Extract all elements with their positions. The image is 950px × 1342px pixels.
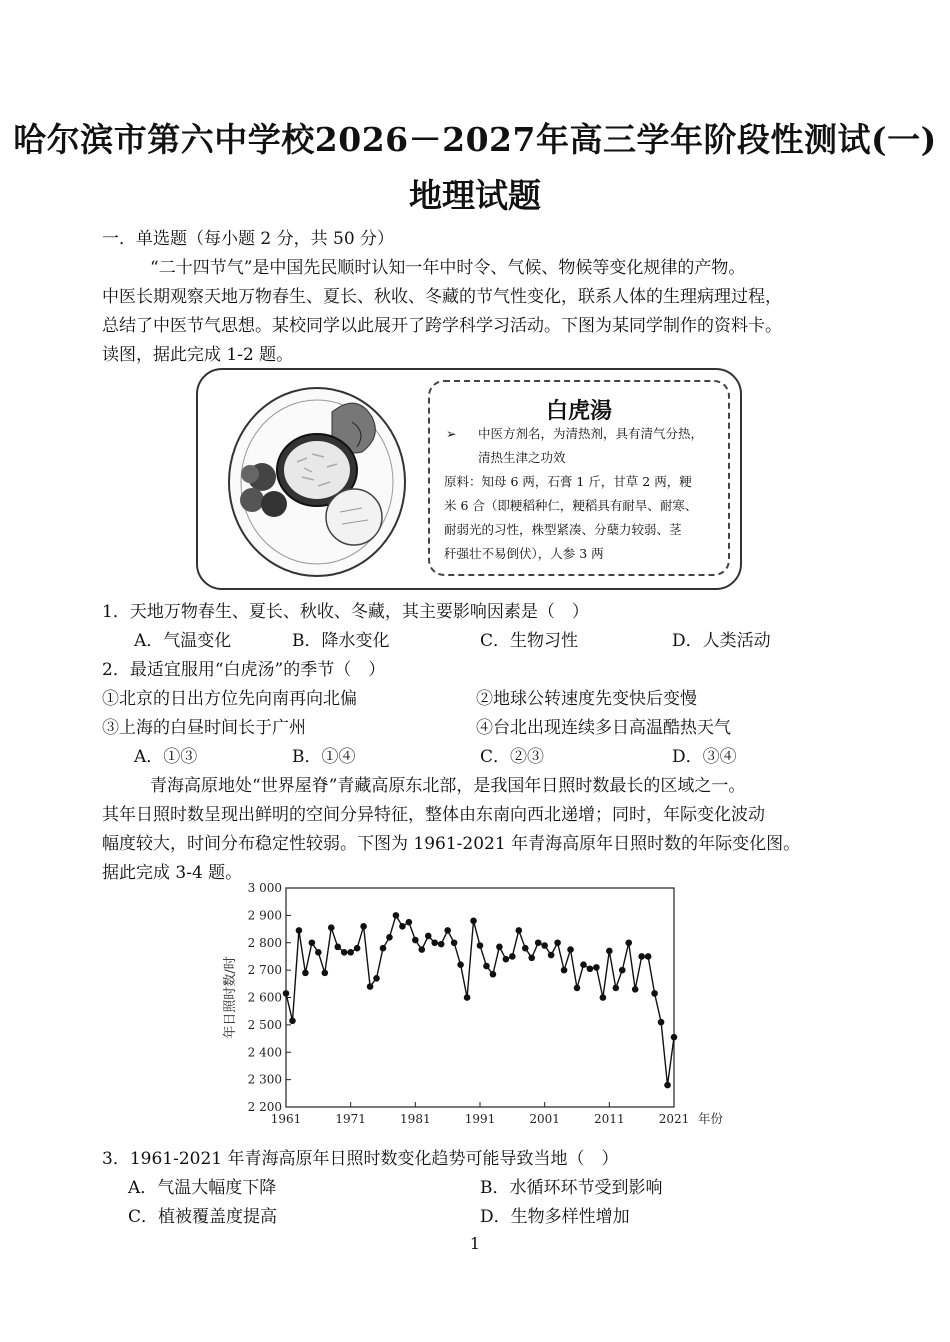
data-point [354,945,361,952]
y-tick-label: 2 800 [247,935,282,950]
q3-option-c[interactable]: C．植被覆盖度提高 [128,1207,278,1227]
data-point [509,953,516,960]
y-tick-label: 2 600 [247,990,282,1005]
section-heading: 一．单选题（每小题 2 分，共 50 分） [102,229,395,249]
data-point [341,949,348,956]
data-point [470,918,477,925]
y-tick-label: 2 700 [247,963,282,978]
data-point [490,971,497,978]
data-point [554,939,561,946]
x-tick-label: 2001 [529,1112,560,1126]
data-point [386,934,393,941]
recipe-line-6: 秆强壮不易倒伏），人参 3 两 [444,546,604,561]
data-point [619,967,626,974]
data-point [606,948,613,955]
data-point [541,942,548,949]
passage2-line-2: 其年日照时数呈现出鲜明的空间分异特征，整体由东南向西北递增；同时，年际变化波动 [102,805,765,825]
data-point [567,946,574,953]
q2-stem: 2．最适宜服用“白虎汤”的季节（ ） [102,660,386,680]
sunshine-hours-chart [210,878,750,1142]
x-tick-label: 2021 [658,1112,690,1126]
passage2-line-3: 幅度较大，时间分布稳定性较弱。下图为 1961-2021 年青海高原年日照时数的年际变化图。 [102,834,801,854]
data-point [315,949,322,956]
data-point [444,927,451,934]
data-point [638,953,645,960]
bullet-icon: ➢ [446,426,457,441]
data-point [367,983,374,990]
data-point [593,964,600,971]
data-point [503,956,510,963]
q2-option-d[interactable]: D．③④ [672,747,737,767]
data-point [528,955,535,962]
q2-item-2: ②地球公转速度先变快后变慢 [476,689,697,709]
y-tick-label: 2 400 [247,1045,282,1060]
data-point [464,994,471,1001]
data-point [496,944,503,951]
data-point [360,923,367,930]
passage1-line-1: “二十四节气”是中国先民顺时认知一年中时令、气候、物候等变化规律的产物。 [150,258,746,278]
x-axis-label: 年份 [698,1111,724,1126]
q3-stem: 3．1961-2021 年青海高原年日照时数变化趋势可能导致当地（ ） [102,1149,619,1169]
q3-option-d[interactable]: D．生物多样性增加 [480,1207,630,1227]
data-point [296,927,303,934]
recipe-line-3: 原料：知母 6 两，石膏 1 斤，甘草 2 两，粳 [444,474,692,489]
data-point [664,1082,671,1089]
passage2-line-4: 据此完成 3-4 题。 [102,863,243,883]
q3-option-a[interactable]: A．气温大幅度下降 [128,1178,277,1198]
data-point [574,985,581,992]
data-point [328,924,335,931]
q2-item-1: ①北京的日出方位先向南再向北偏 [102,689,357,709]
data-point [322,970,329,977]
q2-item-4: ④台北出现连续多日高温酷热天气 [476,718,731,738]
data-point [419,946,426,953]
data-point [483,963,490,970]
data-point [580,961,587,968]
recipe-line-2: 清热生津之功效 [478,450,566,465]
data-point [380,945,387,952]
q1-stem: 1．天地万物春生、夏长、秋收、冬藏，其主要影响因素是（ ） [102,602,589,622]
q1-option-b[interactable]: B．降水变化 [292,631,390,651]
data-point [399,923,406,930]
data-point [632,986,639,993]
series-line [286,915,674,1085]
y-axis-label: 年日照时数/时 [223,956,238,1039]
data-point [535,939,542,946]
data-point [406,919,413,926]
recipe-line-4: 米 6 合（即粳稻种仁，粳稻具有耐旱、耐寒、 [444,498,698,513]
y-tick-label: 2 200 [247,1100,282,1114]
data-point [651,990,658,997]
recipe-line-1: 中医方剂名，为清热剂，具有清气分热， [478,426,704,441]
data-point [625,939,632,946]
q1-option-a[interactable]: A．气温变化 [134,631,232,651]
data-point [457,961,464,968]
q2-option-b[interactable]: B．①④ [292,747,356,767]
q2-option-a[interactable]: A．①③ [134,747,198,767]
data-point [522,945,529,952]
data-point [516,927,523,934]
data-point [425,933,432,940]
y-tick-label: 2 300 [247,1072,282,1087]
data-point [561,967,568,974]
x-tick-label: 1971 [335,1112,366,1126]
q1-option-d[interactable]: D．人类活动 [672,631,771,651]
data-point [600,994,607,1001]
q1-option-c[interactable]: C．生物习性 [480,631,579,651]
data-point [373,975,380,982]
data-point [451,939,458,946]
q3-option-b[interactable]: B．水循环环节受到影响 [480,1178,663,1198]
y-tick-label: 2 900 [247,908,282,923]
q2-item-3: ③上海的白昼时间长于广州 [102,718,306,738]
exam-subtitle: 地理试题 [409,176,541,215]
q2-option-c[interactable]: C．②③ [480,747,545,767]
recipe-title: 白虎湯 [545,398,612,424]
recipe-line-5: 耐弱光的习性，株型紧凑、分蘖力较弱、茎 [444,522,682,537]
data-point [438,941,445,948]
data-point [347,949,354,956]
data-point [412,937,419,944]
exam-title: 哈尔滨市第六中学校2026－2027年高三学年阶段性测试(一) [13,120,937,159]
data-point [309,939,316,946]
y-tick-label: 2 500 [247,1017,282,1032]
plot-frame [286,888,674,1107]
data-point [477,942,484,949]
data-point [613,985,620,992]
passage1-line-3: 总结了中医节气思想。某校同学以此展开了跨学科学习活动。下图为某同学制作的资料卡。 [102,316,782,336]
y-tick-label: 3 000 [247,881,282,895]
x-tick-label: 1991 [464,1112,496,1126]
data-point [645,953,652,960]
data-point [334,944,341,951]
page-number: 1 [469,1234,481,1253]
data-point [671,1034,678,1041]
passage2-line-1: 青海高原地处“世界屋脊”青藏高原东北部，是我国年日照时数最长的区域之一。 [150,776,746,796]
data-point [431,939,438,946]
data-point [393,912,400,919]
data-point [587,965,594,972]
data-point [658,1019,665,1026]
passage1-line-2: 中医长期观察天地万物春生、夏长、秋收、冬藏的节气性变化，联系人体的生理病理过程， [102,287,782,307]
x-tick-label: 1981 [400,1112,431,1126]
x-tick-label: 1961 [270,1112,302,1126]
data-point [302,970,309,977]
passage1-line-4: 读图，据此完成 1-2 题。 [102,345,294,365]
herb-plate-illustration [222,382,412,582]
data-point [283,990,290,997]
data-point [289,1017,296,1024]
data-point [548,952,555,959]
x-tick-label: 2011 [594,1112,625,1126]
